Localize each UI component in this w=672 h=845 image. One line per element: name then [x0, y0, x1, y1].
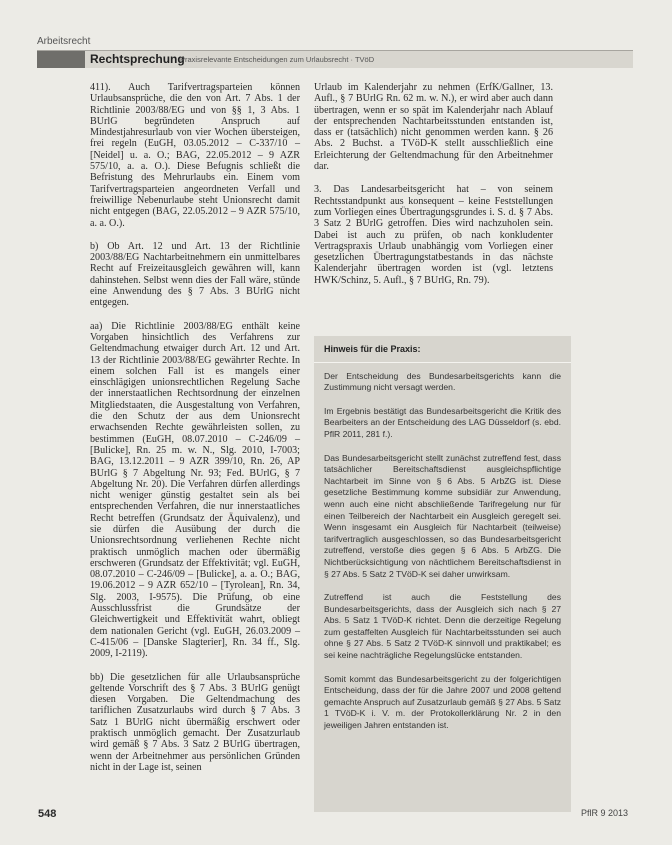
practice-note-box [314, 336, 571, 812]
left-paragraph: bb) Die gesetzlichen für alle Urlaubsansprüche geltende Vorschrift des § 7 Abs. 3 BUrlG genügt diesen Vorgaben. Die Geltendmachung des tariflichen Zusatzurlaubs wird durch § 7 Abs. 3 Satz 1 BUrlG nicht übermäßig erschwert oder praktisch unmöglich gemacht. Der Zusatzurlaub wird gemäß § 7 Abs. 3 Satz 2 BUrlG übertragen, wenn der Arbeitnehmer aus persönlichen Gründen nicht in der Lage ist, seinen [90, 671, 300, 773]
right-paragraph: 3. Das Landesarbeitsgericht hat – von seinem Rechtsstandpunkt aus konsequent – keine Feststellungen zum Vorliegen eines Übertragungsgrundes i. S. d. § 7 Abs. 3 Satz 2 BUrlG getroffen. Dies wird nachzuholen sein. Dabei ist auch zu prüfen, ob nach konkludenter Vertragspraxis Urlaub unabhängig vom Vorliegen einer gesetzlichen Übertragungstatbestands in das nächste Kalenderjahr übertragen worden ist (vgl. letztens HWK/Schinz, 5. Aufl., § 7 BUrlG, Rn. 79). [314, 184, 553, 286]
left-paragraph: aa) Die Richtlinie 2003/88/EG enthält keine Vorgaben hinsichtlich des Verfahrens zur Geltendmachung etwaiger durch Art. 12 und Art. 13 der Richtlinie 2003/88/EG gewährter Rechte. In einem solchen Fall ist es mangels einer einschlägigen unionsrechtlichen Regelung Sache der innerstaatlichen Rechtsordnung der einzelnen Mitgliedstaaten, die Ausgestaltung von Verfahren, die den Schutz der aus dem Unionsrecht erwachsenden Rechte gewährleisten sollen, zu bestimmen (EuGH, 08.07.2010 – C-246/09 – [Bulicke], Rn. 25 m. w. N., Slg. 2010, I-7003; BAG, 13.12.2011 – 9 AZR 399/10, Rn. 26, AP BUrlG § 7 Abgeltung Nr. 93; Fed. BUrlG, § 7 Abgeltung Nr. 20). Die Verfahren dürfen allerdings nicht weniger günstig gestaltet sein als bei entsprechenden Verfahren, die nur innerstaatliches Recht betreffen (Grundsatz der Äquivalenz), und sie dürfen die Ausübung der durch die Unionsrechtsordnung verliehenen Rechte nicht praktisch unmöglich machen oder übermäßig erschweren (Grundsatz der Effektivität; vgl. EuGH, 08.07.2010 – C-246/09 – [Bulicke], a. a. O.; BAG, 19.06.2012 – 9 AZR 652/10 – [Tyrolean], Rn. 34, Slg. 2003, I-9575). Die Prüfung, ob eine Ausschlussfrist die Grundsätze der Gleichwertigkeit und Effektivität wahrt, obliegt dem nationalen Gericht (vgl. EuGH, 26.03.2009 – C-415/06 – [Danske Slagterier], Rn. 34 ff., Slg. 2009, I-2119). [90, 320, 300, 660]
left-column [90, 82, 300, 785]
practice-note-paragraph: Zutreffend ist auch die Feststellung des Bundesarbeitsgerichts, dass der Ausgleich sich nach § 27 Abs. 5 Satz 1 TVöD-K richtet. Denn die derzeitige Regelung zum gestaffelten Ausgleich für Nachtarbeitsstunden sei auch ohne § 27 Abs. 5 Satz 2 TVöD-K sinnvoll und praktikabel; es sei keine nachträgliche Regelungslücke entstanden. [324, 592, 561, 661]
header-color-block [37, 51, 85, 68]
practice-note-paragraph: Somit kommt das Bundesarbeitsgericht zu der folgerichtigen Entscheidung, dass der für die Jahre 2007 und 2008 geltend gemachte Anspruch auf Zusatzurlaub gemäß § 27 Abs. 5 Satz 1 TVöD-K i. V. m. der Protokollerklärung Nr. 2 in den jeweiligen Jahren entstanden ist. [324, 673, 561, 731]
header-bar [37, 50, 633, 68]
practice-note-paragraph: Der Entscheidung des Bundesarbeitsgerichts kann die Zustimmung nicht versagt werden. [324, 370, 561, 393]
header-subtitle: Praxisrelevante Entscheidungen zum Urlaubsrecht · TVöD [180, 55, 375, 64]
practice-note-divider [314, 362, 571, 363]
page-number: 548 [38, 808, 57, 820]
right-paragraph: Urlaub im Kalenderjahr zu nehmen (ErfK/Gallner, 13. Aufl., § 7 BUrlG Rn. 62 m. w. N.), er wird aber auch dann übertragen, wenn er so spät im Kalenderjahr nach Ablauf der entsprechenden Nachtarbeitsstunden entstanden ist, dass er (tatsächlich) nicht genommen werden kann. § 26 Abs. 2 Buchst. a TVöD-K stellt ausschließlich eine Erleichterung der Geltendmachung für den Arbeitnehmer dar. [314, 82, 553, 173]
left-paragraph: b) Ob Art. 12 und Art. 13 der Richtlinie 2003/88/EG Nachtarbeitnehmern ein unmittelbares Recht auf Freizeitausgleich gewähren will, kann dahinstehen. Selbst wenn dies der Fall wäre, stünde eine Anwendung des § 7 Abs. 3 BUrlG nicht entgegen. [90, 240, 300, 309]
practice-note-title: Hinweis für die Praxis: [324, 344, 421, 354]
header-title: Rechtsprechung [90, 52, 185, 66]
journal-issue: PflR 9 2013 [581, 808, 629, 818]
practice-note-paragraph: Im Ergebnis bestätigt das Bundesarbeitsgericht die Kritik des Bearbeiters an der Entscheidung des LAG Düsseldorf (s. ebd. PflR 2011, 281 f.). [324, 405, 561, 439]
section-kicker: Arbeitsrecht [37, 36, 91, 47]
practice-note-paragraph: Das Bundesarbeitsgericht stellt zunächst zutreffend fest, dass tatsächlicher Bereitschaftsdienst ausgleichspflichtige Nachtarbeit im Sinne von § 6 Abs. 5 ArbZG ist. Diese gesetzliche Bestimmung komme subsidiär zur Anwendung, wenn auch eine nicht abschließende Tarifregelung nur für einen Teilbereich der Nachtarbeit ein Ausgleich geregelt sei. Wenn insgesamt ein Ausgleich für Nachtarbeit (teilweise) tarifvertraglich ausgeschlossen, so das Bundesarbeitsgericht zutreffend, verstoße dies gegen § 6 Abs. 5 ArbZG. Die Nichtberücksichtigung von nächtlichem Bereitschaftsdienst in § 27 Abs. 5 Satz 2 TVöD-K sei daher unwirksam. [324, 452, 561, 579]
right-column [314, 82, 553, 298]
left-paragraph: 411). Auch Tarifvertragsparteien können Urlaubsansprüche, die den von Art. 7 Abs. 1 der Richtlinie 2003/88/EG und von §§ 1, 3 Abs. 1 BUrlG begründeten Anspruch auf Mindestjahresurlaub von vier Wochen übersteigen, frei regeln (EuGH, 03.05.2012 – C-337/10 – [Neidel] u. a. O.; BAG, 22.05.2012 – 9 AZR 575/10, a. a. O.). Diese Befugnis schließt die Befristung des Mehrurlaubs ein. Einem vom Tarifvertragsparteien angeordneten Verfall und freiwillige Nebenurlaube steht Unionsrecht damit nicht entgegen (BAG, 22.05.2012 – 9 AZR 575/10, a. a. O.). [90, 82, 300, 229]
